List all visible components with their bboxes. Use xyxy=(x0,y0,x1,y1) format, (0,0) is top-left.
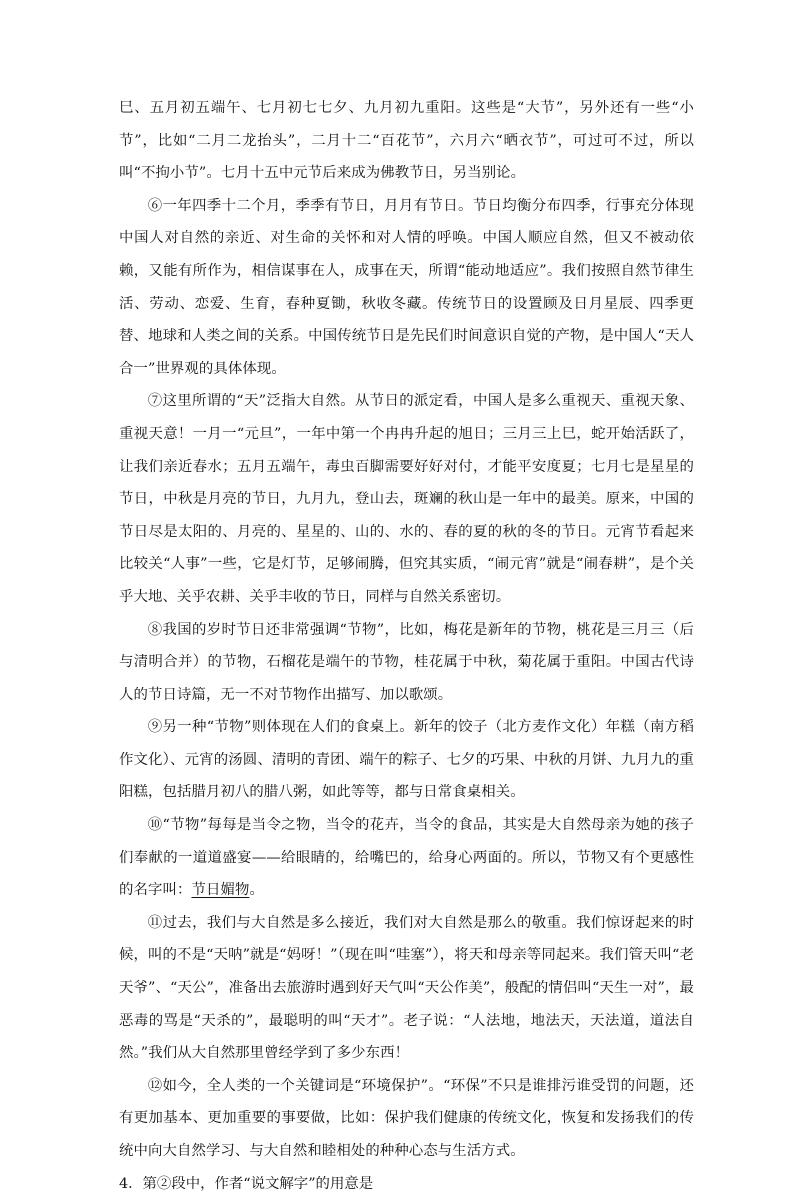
paragraph-10-end: 。 xyxy=(249,882,264,899)
underlined-term: 节日媚物 xyxy=(191,882,250,899)
paragraph-5-tail: 巳、五月初五端午、七月初七七夕、九月初九重阳。这些是“大节”，另外还有一些“小节”，比如“二月二龙抬头”，二月十二“百花节”，六月六“晒衣节”，可过可不过，所以叫“不拘小节”。七月十五中元节后来成为佛教节日，另当别论。 xyxy=(119,100,694,182)
paragraph-10 xyxy=(119,809,694,907)
paragraph-12: ⑫如今，全人类的一个关键词是“环境保护”。“环保”不只是谁排污谁受罚的问题，还有更加基本、更加重要的事要做，比如：保护我们健康的传统文化，恢复和发扬我们的传统中向大自然学习、与大自然和睦相处的种种心态与生活方式。 xyxy=(119,1077,694,1159)
paragraph-7: ⑦这里所谓的“天”泛指大自然。从节日的派定看，中国人是多么重视天、重视天象、重视天意！一月一“元旦”，一年中第一个冉冉升起的旭日；三月三上巳，蛇开始活跃了，让我们亲近春水；五月五端午，毒虫百脚需要好好对付，才能平安度夏；七月七是星星的节日，中秋是月亮的节日，九月九，登山去，斑斓的秋山是一年中的最美。原来，中国的节日尽是太阳的、月亮的、星星的、山的、水的、春的夏的秋的冬的节日。元宵节看起来比较关“人事”一些，它是灯节，足够闹腾，但究其实质，“闹元宵”就是“闹春耕”，是个关乎大地、关乎农耕、关乎丰收的节日，同样与自然关系密切。 xyxy=(119,393,694,605)
paragraph-6: ⑥一年四季十二个月，季季有节日，月月有节日。节日均衡分布四季，行事充分体现中国人对自然的亲近、对生命的关怀和对人情的呼唤。中国人顺应自然，但又不被动依赖，又能有所作为，相信谋事在人，成事在天，所谓“能动地适应”。我们按照自然节律生活、劳动、恋爱、生育，春种夏锄，秋收冬藏。传统节日的设置顾及日月星辰、四季更替、地球和人类之间的关系。中国传统节日是先民们时间意识自觉的产物，是中国人“天人合一”世界观的具体体现。 xyxy=(119,197,694,377)
paragraph-10-text: ⑩“节物”每每是当令之物，当令的花卉，当令的食品，其实是大自然母亲为她的孩子们奉献的一道道盛宴——给眼睛的，给嘴巴的，给身心两面的。所以，节物又有个更感性的名字叫： xyxy=(119,817,694,899)
paragraph-8: ⑧我国的岁时节日还非常强调“节物”，比如，梅花是新年的节物，桃花是三月三（后与清明合并）的节物，石榴花是端午的节物，桂花属于中秋，菊花属于重阳。中国古代诗人的节日诗篇，无一不对节物作出描写、加以歌颂。 xyxy=(119,621,694,703)
question-4: 4．第②段中，作者“说文解字”的用意是 xyxy=(119,1175,374,1192)
paragraph-11: ⑪过去，我们与大自然是多么接近，我们对大自然是那么的敬重。我们惊讶起来的时候，叫的不是“天呐”就是“妈呀！”（现在叫“哇塞”），将天和母亲等同起来。我们管天叫“老天爷”、“天公”，准备出去旅游时遇到好天气叫“天公作美”，般配的情侣叫“天生一对”，最恶毒的骂是“天杀的”，最聪明的叫“天才”。老子说：“人法地，地法天，天法道，道法自然。”我们从大自然那里曾经学到了多少东西！ xyxy=(119,914,694,1062)
paragraph-9: ⑨另一种“节物”则体现在人们的食桌上。新年的饺子（北方麦作文化）年糕（南方稻作文化）、元宵的汤圆、清明的青团、端午的粽子、七夕的巧果、中秋的月饼、九月九的重阳糕，包括腊月初八的腊八粥，如此等等，都与日常食桌相关。 xyxy=(119,719,694,801)
